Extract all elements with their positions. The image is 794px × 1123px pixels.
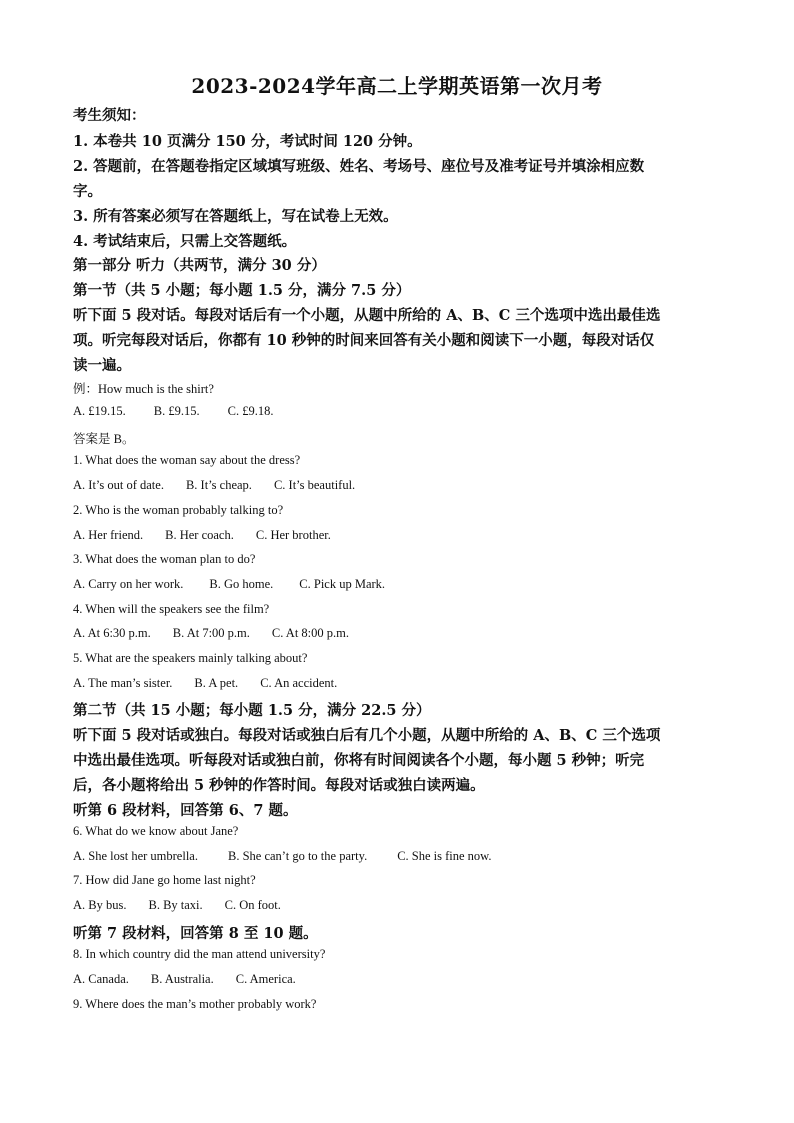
notice-item: 字。 — [73, 183, 102, 200]
section1-instructions: 读一遍。 — [73, 357, 131, 374]
question-4: 4. When will the speakers see the film? — [73, 602, 270, 616]
question-3: 3. What does the woman plan to do? — [73, 552, 256, 566]
question-8: 8. In which country did the man attend university? — [73, 947, 326, 961]
section2-instructions: 中选出最佳选项。听每段对话或独白前，你将有时间阅读各个小题，每小题 5 秒钟；听完 — [73, 752, 645, 769]
question-7-options — [73, 898, 281, 913]
option-a: A. £19.15. — [73, 404, 126, 418]
part1-heading: 第一部分 听力（共两节，满分 30 分） — [73, 257, 326, 274]
question-2-options — [73, 528, 331, 543]
option-a: A. Carry on her work. — [73, 577, 184, 591]
notice-item: 4. 考试结束后，只需上交答题纸。 — [73, 233, 297, 250]
option-a: A. The man’s sister. — [73, 676, 173, 690]
option-b: B. A pet. — [194, 676, 239, 690]
section2-instructions: 后，各小题将给出 5 秒钟的作答时间。每段对话或独白读两遍。 — [73, 777, 485, 794]
option-b: B. Australia. — [150, 972, 214, 986]
option-a: A. Canada. — [73, 972, 129, 986]
section1-instructions: 听下面 5 段对话。每段对话后有一个小题，从题中所给的 A、B、C 三个选项中选出最佳选 — [73, 307, 661, 324]
option-a: A. She lost her umbrella. — [73, 849, 198, 863]
option-a: A. Her friend. — [73, 528, 144, 542]
option-c: C. It’s beautiful. — [273, 478, 356, 492]
exam-title: 2023-2024学年高二上学期英语第一次月考 — [191, 74, 603, 98]
option-b: B. Her coach. — [165, 528, 234, 542]
option-c: C. At 8:00 p.m. — [271, 626, 349, 640]
option-b: B. By taxi. — [148, 898, 203, 912]
question-8-options — [73, 972, 296, 987]
question-1: 1. What does the woman say about the dress? — [73, 453, 301, 467]
notice-heading: 考生须知： — [73, 107, 146, 124]
question-9: 9. Where does the man’s mother probably work? — [73, 997, 317, 1011]
option-b: B. £9.15. — [153, 404, 200, 418]
option-b: B. At 7:00 p.m. — [172, 626, 250, 640]
notice-item: 2. 答题前，在答题卷指定区域填写班级、姓名、考场号、座位号及准考证号并填涂相应数 — [73, 158, 645, 175]
question-2: 2. Who is the woman probably talking to? — [73, 503, 284, 517]
question-7: 7. How did Jane go home last night? — [73, 873, 256, 887]
option-b: B. It’s cheap. — [185, 478, 252, 492]
option-a: A. It’s out of date. — [73, 478, 164, 492]
material-7-heading: 听第 7 段材料，回答第 8 至 10 题。 — [73, 925, 318, 942]
question-5: 5. What are the speakers mainly talking about? — [73, 651, 308, 665]
section1-heading: 第一节（共 5 小题；每小题 1.5 分，满分 7.5 分） — [73, 282, 411, 299]
example-answer: 答案是 B。 — [73, 432, 135, 446]
example-question: 例：How much is the shirt? — [73, 382, 214, 396]
option-c: C. America. — [235, 972, 296, 986]
notice-item: 1. 本卷共 10 页满分 150 分，考试时间 120 分钟。 — [73, 133, 422, 150]
option-c: C. An accident. — [260, 676, 338, 690]
option-c: C. £9.18. — [227, 404, 274, 418]
option-c: C. Her brother. — [255, 528, 331, 542]
question-3-options — [73, 577, 385, 592]
question-4-options — [73, 626, 349, 641]
question-1-options — [73, 478, 355, 493]
notice-item: 3. 所有答案必须写在答题纸上，写在试卷上无效。 — [73, 208, 398, 225]
example-options — [73, 404, 273, 419]
question-5-options — [73, 676, 337, 691]
section2-instructions: 听下面 5 段对话或独白。每段对话或独白后有几个小题，从题中所给的 A、B、C 三个选项 — [73, 727, 661, 744]
option-a: A. By bus. — [73, 898, 127, 912]
section2-heading: 第二节（共 15 小题；每小题 1.5 分，满分 22.5 分） — [73, 702, 431, 719]
material-6-heading: 听第 6 段材料，回答第 6、7 题。 — [73, 802, 298, 819]
section1-instructions: 项。听完每段对话后，你都有 10 秒钟的时间来回答有关小题和阅读下一小题，每段对话仅 — [73, 332, 655, 349]
question-6-options — [73, 849, 492, 864]
option-c: C. She is fine now. — [397, 849, 492, 863]
option-c: C. Pick up Mark. — [299, 577, 386, 591]
option-a: A. At 6:30 p.m. — [73, 626, 151, 640]
option-c: C. On foot. — [224, 898, 281, 912]
option-b: B. She can’t go to the party. — [227, 849, 368, 863]
question-6: 6. What do we know about Jane? — [73, 824, 239, 838]
option-b: B. Go home. — [209, 577, 274, 591]
